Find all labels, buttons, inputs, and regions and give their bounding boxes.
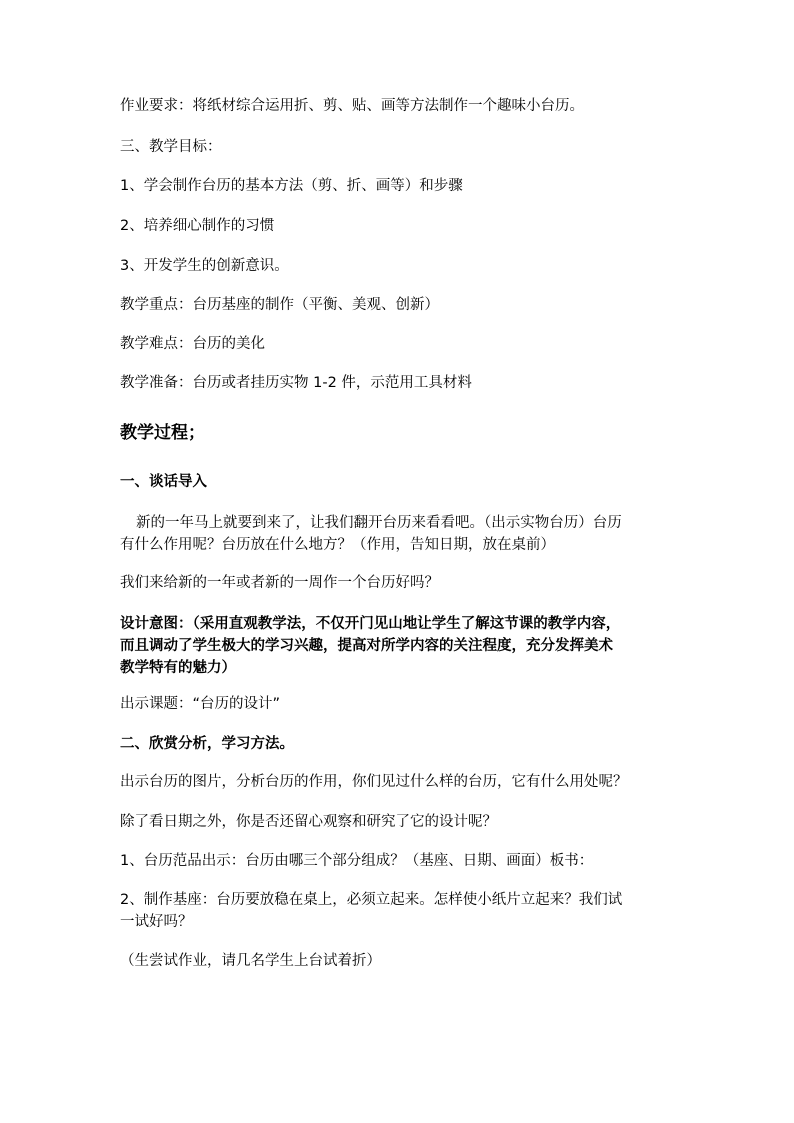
- design-intent-line-3: 教学特有的魅力）: [120, 660, 236, 676]
- analysis-line-1: 出示台历的图片，分析台历的作用，你们见过什么样的台历，它有什么用处呢？: [120, 774, 628, 790]
- intro-paragraph-line-1: 新的一年马上就要到来了，让我们翻开台历来看看吧。（出示实物台历）台历: [136, 515, 622, 531]
- homework-requirement: 作业要求：将纸材综合运用折、剪、贴、画等方法制作一个趣味小台历。: [120, 98, 584, 114]
- key-point: 教学重点：台历基座的制作（平衡、美观、创新）: [120, 297, 439, 313]
- step-2-line-2: 一试好吗？: [120, 914, 193, 930]
- lesson-topic: 出示课题：“台历的设计”: [120, 696, 281, 712]
- process-title: 教学过程；: [120, 423, 205, 443]
- section-1-title: 一、谈话导入: [120, 474, 207, 490]
- step-1: 1、台历范品出示：台历由哪三个部分组成？（基座、日期、画面）板书：: [120, 853, 594, 869]
- goal-item-2: 2、培养细心制作的习惯: [120, 218, 275, 234]
- intro-question: 我们来给新的一年或者新的一周作一个台历好吗？: [120, 575, 439, 591]
- step-2-note: （生尝试作业，请几名学生上台试着折）: [120, 953, 381, 969]
- goal-item-3: 3、开发学生的创新意识。: [120, 258, 289, 274]
- design-intent-line-1: 设计意图：（采用直观教学法，不仅开门见山地让学生了解这节课的教学内容，: [120, 616, 621, 632]
- analysis-line-2: 除了看日期之外，你是否还留心观察和研究了它的设计呢？: [120, 814, 497, 830]
- preparation: 教学准备：台历或者挂历实物 1-2 件，示范用工具材料: [120, 375, 472, 391]
- section-2-title: 二、欣赏分析，学习方法。: [120, 736, 294, 752]
- difficulty: 教学难点：台历的美化: [120, 336, 265, 352]
- goals-title: 三、教学目标：: [120, 139, 222, 155]
- intro-paragraph-line-2: 有什么作用呢？台历放在什么地方？（作用，告知日期，放在桌前）: [120, 537, 555, 553]
- step-2-line-1: 2、制作基座：台历要放稳在桌上，必须立起来。怎样使小纸片立起来？我们试: [120, 892, 623, 908]
- design-intent-line-2: 而且调动了学生极大的学习兴趣，提高对所学内容的关注程度，充分发挥美术: [120, 638, 613, 654]
- goal-item-1: 1、学会制作台历的基本方法（剪、折、画等）和步骤: [120, 178, 463, 194]
